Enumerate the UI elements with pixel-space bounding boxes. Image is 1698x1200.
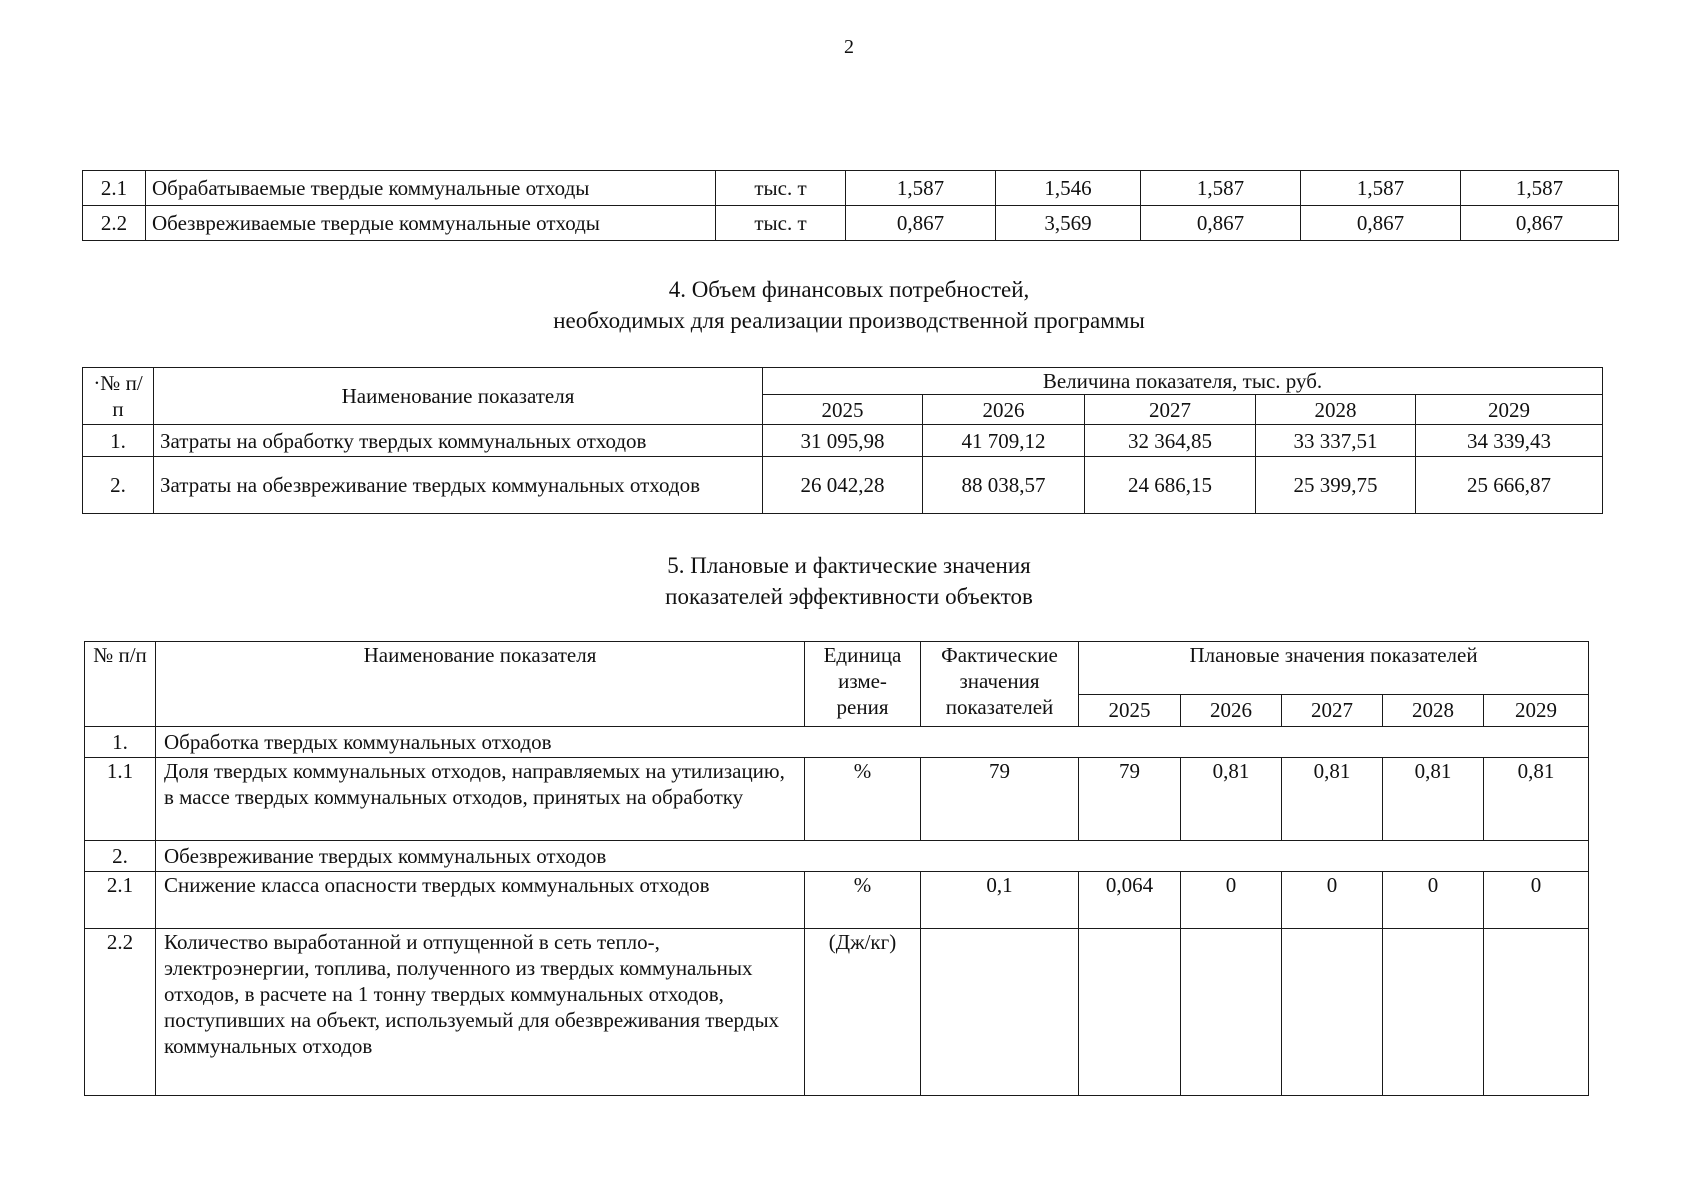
value-2025: 79 [1079,758,1181,841]
column-header-name: Наименование показателя [154,368,763,425]
row-name: Доля твердых коммунальных отходов, направляемых на утилизацию, в массе твердых коммунальных отходов, принятых на обработку [156,758,805,841]
group-name: Обработка твердых коммунальных отходов [156,727,1589,758]
financial-needs-table [82,367,1603,514]
column-header-number: № п/п [85,642,156,727]
column-header-year: 2029 [1416,395,1603,425]
group-row [85,727,1589,758]
value-2028: 0,81 [1383,758,1484,841]
column-header-year: 2028 [1256,395,1416,425]
row-number: 1. [83,425,154,457]
value-2026: 41 709,12 [923,425,1085,457]
column-header-year: 2027 [1085,395,1256,425]
value-2027: 1,587 [1141,171,1301,206]
column-header-year: 2027 [1282,694,1383,726]
table-row [83,457,1603,514]
value-2028: 0,867 [1301,206,1461,241]
value-2026: 0 [1181,872,1282,929]
value-2029: 34 339,43 [1416,425,1603,457]
row-actual: 0,1 [921,872,1079,929]
group-row [85,841,1589,872]
table-row [85,758,1589,841]
column-header-actual: Фактические значения показателей [921,642,1079,727]
column-header-number: ·№ п/п [83,368,154,425]
table-row [83,425,1603,457]
column-header-year: 2026 [923,395,1085,425]
value-2026: 0,81 [1181,758,1282,841]
row-number: 2.2 [85,929,156,1096]
column-header-year: 2026 [1181,694,1282,726]
value-2026: 1,546 [996,171,1141,206]
value-2028: 1,587 [1301,171,1461,206]
column-header-unit: Единица изме- рения [805,642,921,727]
section-5-title [0,550,1698,612]
row-number: 2.1 [85,872,156,929]
value-2027: 0 [1282,872,1383,929]
row-name: Количество выработанной и отпущенной в сеть тепло-, электроэнергии, топлива, полученного из твердых коммунальных отходов, в расчете на 1 тонну твердых коммунальных отходов, поступивших на объект, используемый для обезвреживания твердых коммунальных отходов [156,929,805,1096]
row-number: 1.1 [85,758,156,841]
value-2027: 0,867 [1141,206,1301,241]
value-2028 [1383,929,1484,1096]
column-header-year: 2028 [1383,694,1484,726]
value-2029: 0,867 [1461,206,1619,241]
table-header-row [83,368,1603,395]
row-unit: (Дж/кг) [805,929,921,1096]
value-2026 [1181,929,1282,1096]
section-5-title-line1: 5. Плановые и фактические значения [667,553,1031,578]
value-2025: 1,587 [846,171,996,206]
row-name: Затраты на обезвреживание твердых коммунальных отходов [154,457,763,514]
value-2025: 0,867 [846,206,996,241]
waste-volume-table [82,170,1619,241]
section-4-title [0,274,1698,336]
row-unit: % [805,758,921,841]
group-number: 1. [85,727,156,758]
table-row [83,206,1619,241]
row-name: Затраты на обработку твердых коммунальных отходов [154,425,763,457]
group-name: Обезвреживание твердых коммунальных отходов [156,841,1589,872]
page-number: 2 [844,36,854,58]
table-row [85,872,1589,929]
row-name: Обрабатываемые твердые коммунальные отходы [146,171,716,206]
value-2027 [1282,929,1383,1096]
value-2029: 25 666,87 [1416,457,1603,514]
value-2025: 0,064 [1079,872,1181,929]
row-name: Обезвреживаемые твердые коммунальные отходы [146,206,716,241]
row-unit: тыс. т [716,171,846,206]
value-2025 [1079,929,1181,1096]
group-number: 2. [85,841,156,872]
table-header-row [85,642,1589,695]
column-header-value-group: Величина показателя, тыс. руб. [763,368,1603,395]
table-row [85,929,1589,1096]
column-header-name: Наименование показателя [156,642,805,727]
value-2026: 88 038,57 [923,457,1085,514]
row-number: 2.1 [83,171,146,206]
row-unit: % [805,872,921,929]
value-2029: 0 [1484,872,1589,929]
row-actual [921,929,1079,1096]
row-number: 2. [83,457,154,514]
row-unit: тыс. т [716,206,846,241]
value-2027: 32 364,85 [1085,425,1256,457]
efficiency-indicators-table [84,641,1589,1096]
value-2029 [1484,929,1589,1096]
row-number: 2.2 [83,206,146,241]
column-header-year: 2025 [763,395,923,425]
section-4-title-line1: 4. Объем финансовых потребностей, [668,277,1030,302]
value-2025: 31 095,98 [763,425,923,457]
column-header-year: 2029 [1484,694,1589,726]
value-2028: 33 337,51 [1256,425,1416,457]
table-row [83,171,1619,206]
row-actual: 79 [921,758,1079,841]
value-2028: 0 [1383,872,1484,929]
value-2029: 1,587 [1461,171,1619,206]
value-2025: 26 042,28 [763,457,923,514]
value-2027: 24 686,15 [1085,457,1256,514]
section-4-title-line2: необходимых для реализации производственной программы [553,308,1145,333]
section-5-title-line2: показателей эффективности объектов [665,584,1033,609]
column-header-planned-group: Плановые значения показателей [1079,642,1589,695]
column-header-year: 2025 [1079,694,1181,726]
value-2026: 3,569 [996,206,1141,241]
value-2028: 25 399,75 [1256,457,1416,514]
value-2029: 0,81 [1484,758,1589,841]
row-name: Снижение класса опасности твердых коммунальных отходов [156,872,805,929]
value-2027: 0,81 [1282,758,1383,841]
